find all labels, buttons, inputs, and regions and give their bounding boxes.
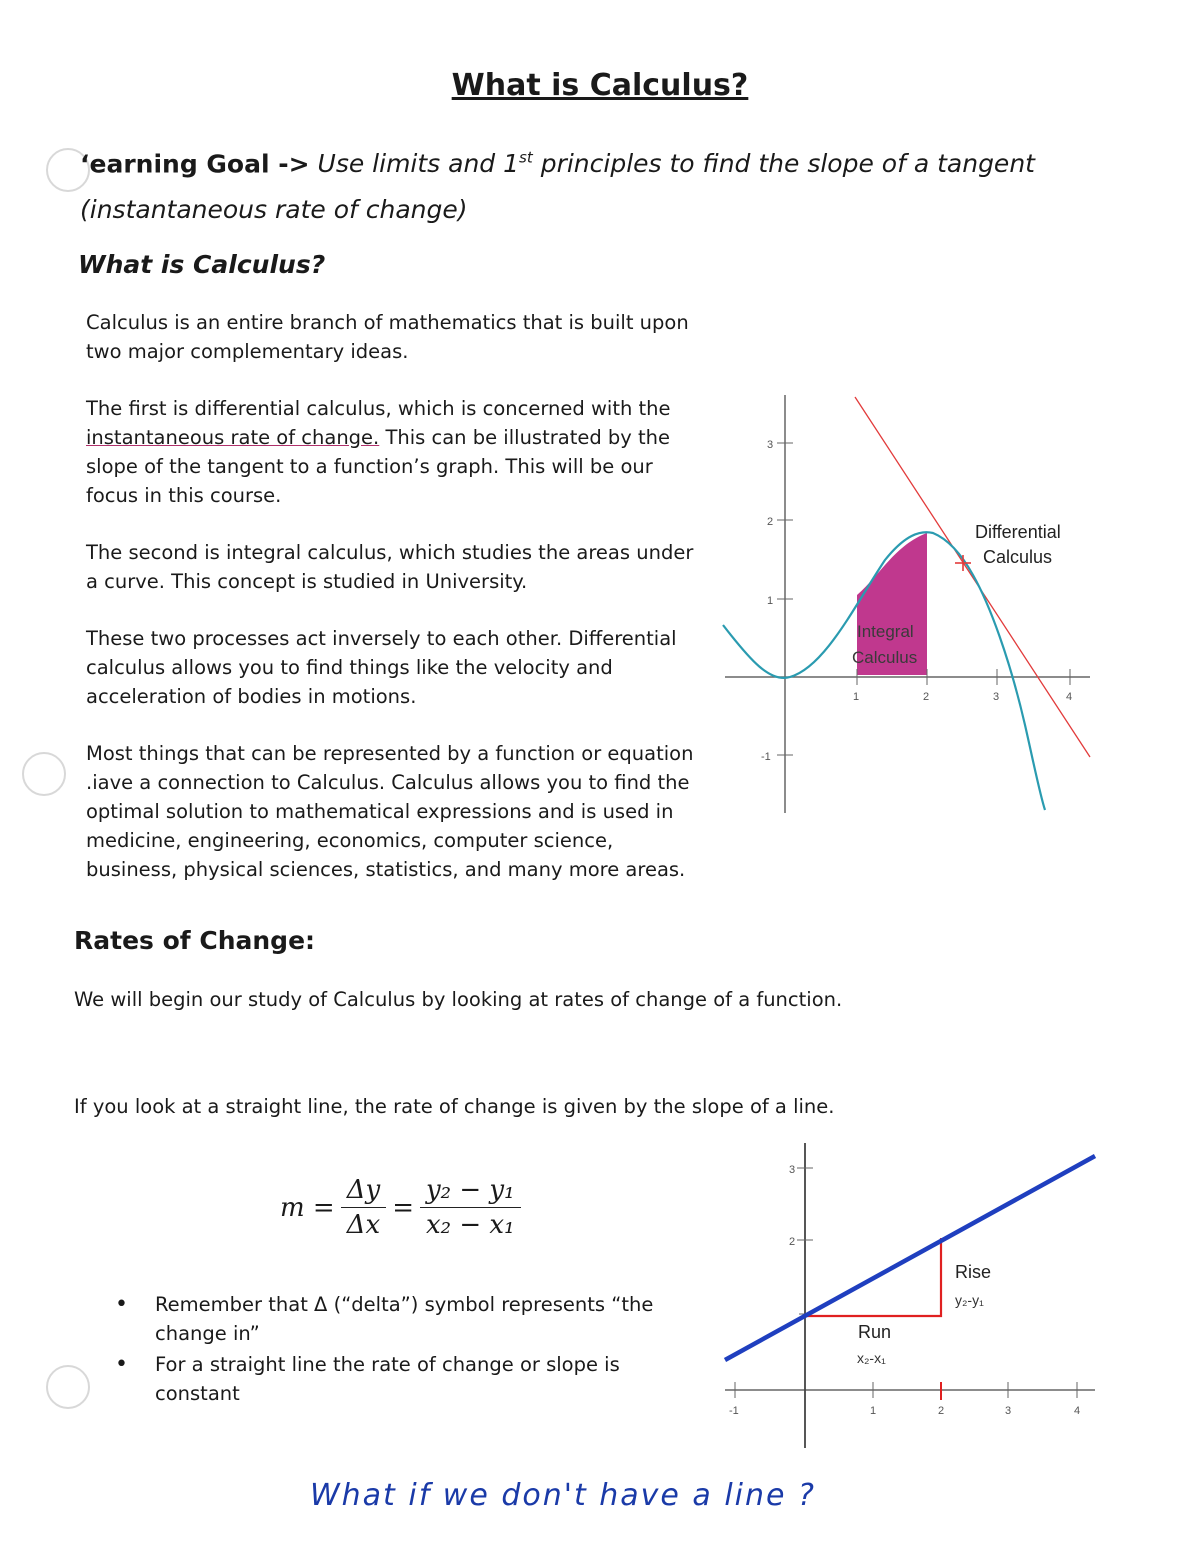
x-tick-2: 2 xyxy=(938,1405,945,1417)
x-tick-neg1: -1 xyxy=(729,1405,739,1417)
bullet-list xyxy=(115,1290,655,1410)
learning-goal-text: Use limits and 1st principles to find the slope of a tangent xyxy=(317,149,1035,179)
underlined-instantaneous-rate: instantaneous rate of change. xyxy=(86,426,380,449)
y-tick-3: 3 xyxy=(767,439,774,451)
label-run-expr: x₂-x₁ xyxy=(857,1350,886,1366)
fraction-delta: $\frac{\Delta y}{\Delta x}$ xyxy=(341,1175,386,1240)
x-tick-1: 1 xyxy=(870,1405,877,1417)
slope-figure xyxy=(715,1138,1110,1453)
label-integral: Integral xyxy=(857,622,914,641)
paragraph-inverse: These two processes act inversely to each other. Differential calculus allows you to find things like the velocity and acceleration of bodies in motions. xyxy=(86,627,677,708)
slope-formula xyxy=(280,1175,527,1240)
learning-goal-label: ‘earning Goal -> xyxy=(80,149,310,179)
paragraph-differential: The first is differential calculus, which is concerned with the instantaneous rate of change. This can be illustrated by the slope of the tangent to a function’s graph. This will be our focus in this course. xyxy=(86,397,671,507)
label-differential: Differential xyxy=(975,522,1061,542)
section-heading-what-is-calculus: What is Calculus? xyxy=(78,250,326,279)
paragraph-rates-intro: We will begin our study of Calculus by looking at rates of change of a function. xyxy=(74,988,843,1011)
paragraph-integral: The second is integral calculus, which studies the areas under a curve. This concept is studied in University. xyxy=(86,541,694,593)
label-differential-calculus: Calculus xyxy=(983,547,1053,567)
label-rise: Rise xyxy=(955,1262,992,1282)
paragraph-applications: Most things that can be represented by a function or equation .iave a connection to Calculus. Calculus allows you to find the optimal solution to mathematical expressions and is used in medicine, engineering, economics, computer science, business, physical sciences, statistics, and many more areas. xyxy=(86,742,694,881)
paragraph-straight-line: If you look at a straight line, the rate of change is given by the slope of a line. xyxy=(74,1095,835,1118)
calculus-figure xyxy=(715,385,1110,820)
label-run: Run xyxy=(858,1322,892,1342)
x-tick-4: 4 xyxy=(1066,691,1073,703)
formula-equals: = xyxy=(392,1192,414,1223)
x-tick-4: 4 xyxy=(1074,1405,1081,1417)
formula-lhs: m = xyxy=(280,1192,335,1223)
x-tick-3: 3 xyxy=(1005,1405,1012,1417)
y-tick-2: 2 xyxy=(789,1236,796,1248)
label-integral-calculus: Calculus xyxy=(852,648,918,667)
y-tick-neg1: -1 xyxy=(761,751,771,763)
y-tick-3: 3 xyxy=(789,1164,796,1176)
punch-hole-bottom xyxy=(46,1365,90,1409)
handwritten-note: What if we don't have a line ? xyxy=(310,1478,816,1513)
paragraph-intro: Calculus is an entire branch of mathematics that is built upon two major complementary ideas. xyxy=(86,311,689,363)
fraction-points: $\frac{\text{y₂ − y₁}}{\text{x₂ − x₁}}$ xyxy=(420,1175,521,1240)
page-title: What is Calculus? xyxy=(451,68,749,103)
learning-goal xyxy=(80,135,1140,233)
punch-hole-middle xyxy=(22,752,66,796)
list-item: • For a straight line the rate of change or slope is constant xyxy=(115,1352,620,1405)
section-heading-rates-of-change: Rates of Change: xyxy=(74,926,316,955)
x-tick-3: 3 xyxy=(993,691,1000,703)
list-item: • Remember that Δ (“delta”) symbol represents “the change in” xyxy=(115,1292,654,1345)
x-tick-1: 1 xyxy=(853,691,860,703)
x-tick-2: 2 xyxy=(923,691,930,703)
y-tick-1: 1 xyxy=(767,595,774,607)
y-tick-2: 2 xyxy=(767,516,774,528)
learning-goal-text-line2: (instantaneous rate of change) xyxy=(80,195,468,225)
straight-line xyxy=(725,1156,1095,1360)
label-rise-expr: y₂-y₁ xyxy=(955,1292,984,1308)
